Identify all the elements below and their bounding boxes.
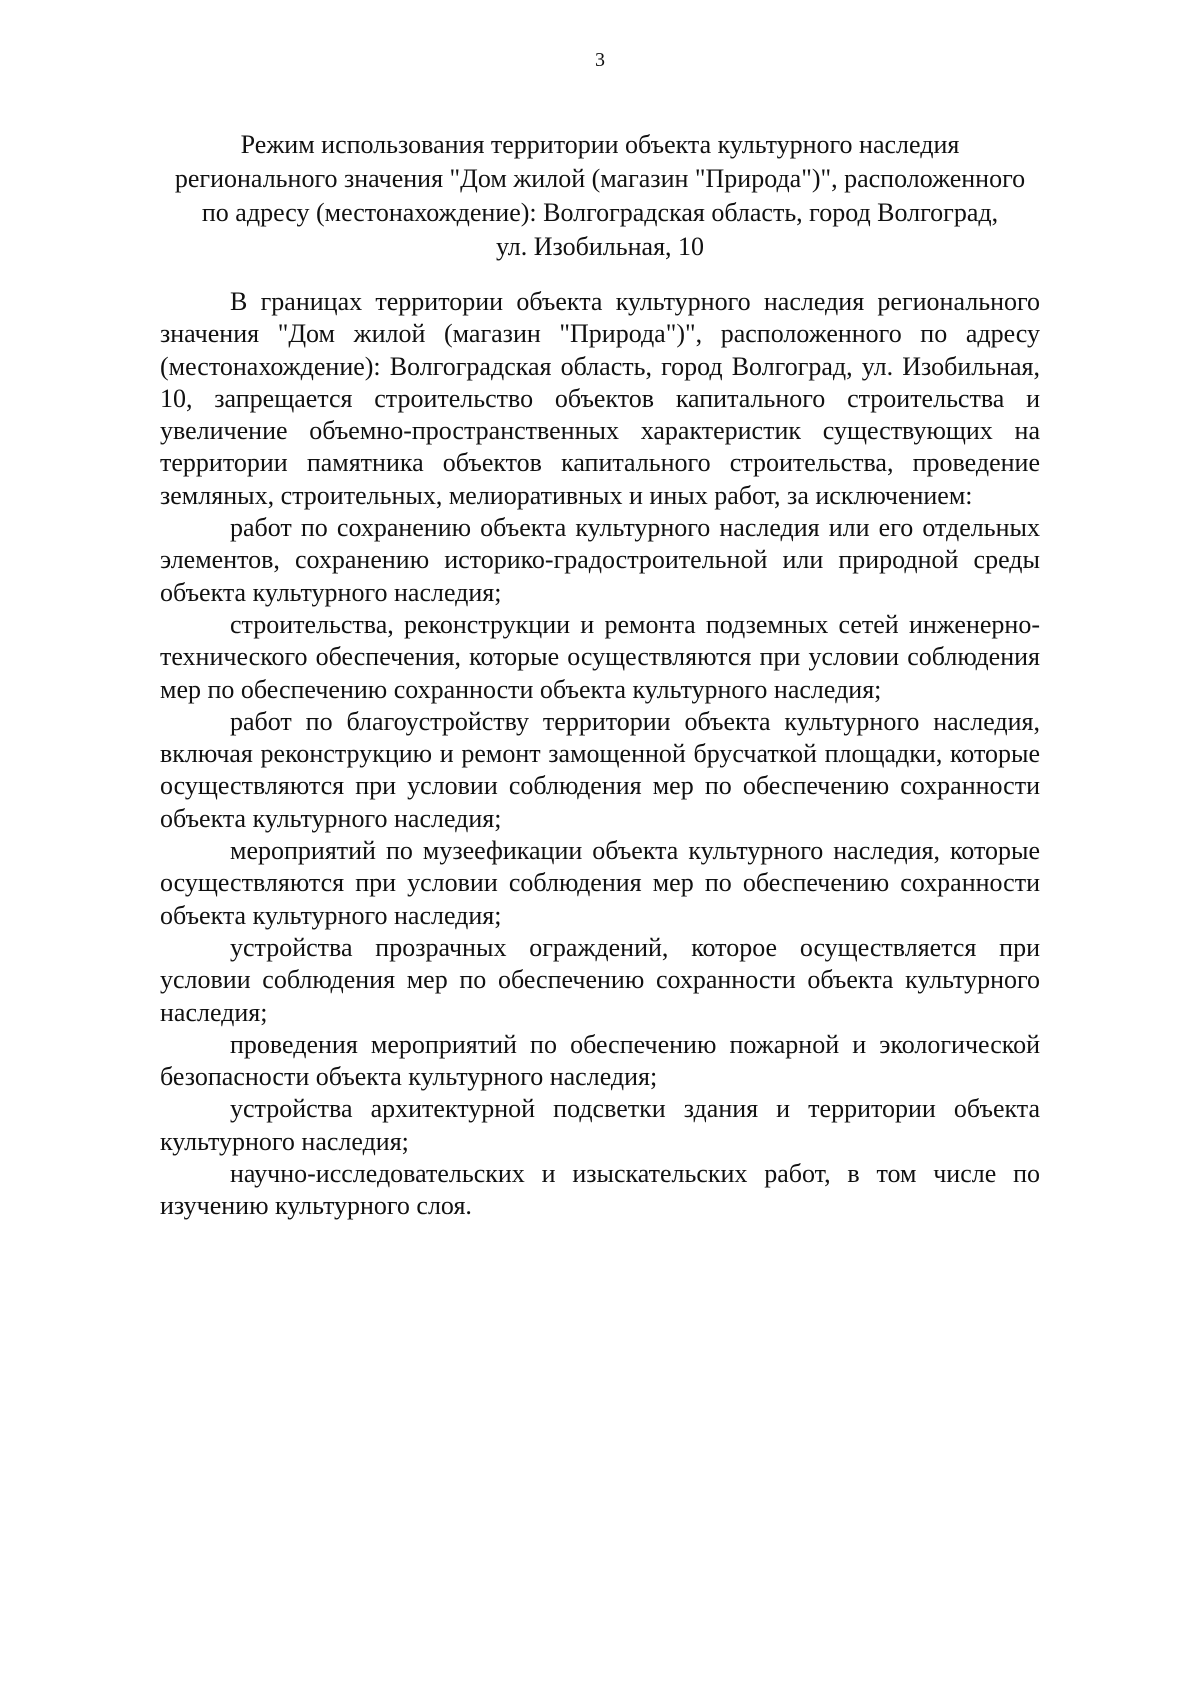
exception-item: работ по сохранению объекта культурного наследия или его отдельных элементов, сохранению историко-градостроительной или природной среды объекта культурного наследия; [160, 513, 1040, 607]
exception-item: мероприятий по музеефикации объекта культурного наследия, которые осуществляются при условии соблюдения мер по обеспечению сохранности объекта культурного наследия; [160, 836, 1040, 930]
title-line: по адресу (местонахождение): Волгоградская область, город Волгоград, [201, 198, 999, 227]
exception-item: строительства, реконструкции и ремонта подземных сетей инженерно-технического обеспечения, которые осуществляются при условии соблюдения мер по обеспечению сохранности объекта культурного наследия; [160, 609, 1040, 704]
page-number: 3 [595, 49, 605, 71]
intro-paragraph: В границах территории объекта культурного наследия регионального значения "Дом жилой (магазин "Природа")", расположенного по адресу (местонахождение): Волгоградская область, город Волгоград, ул. Изобильная, 10, запрещается строительство объектов капитального строительства и увеличение объемно-пространственных характеристик существующих на территории памятника объектов капитального строительства, проведение земляных, строительных, мелиоративных и иных работ, за исключением: [160, 287, 1040, 510]
exception-item: научно-исследовательских и изыскательских работ, в том числе по изучению культурного слоя. [160, 1159, 1040, 1221]
exception-item: устройства архитектурной подсветки здания и территории объекта культурного наследия; [160, 1094, 1040, 1156]
exception-item: устройства прозрачных ограждений, которое осуществляется при условии соблюдения мер по обеспечению сохранности объекта культурного наследия; [160, 932, 1040, 1027]
exception-item: работ по благоустройству территории объекта культурного наследия, включая реконструкцию и ремонт замощенной брусчаткой площадки, которые осуществляются при условии соблюдения мер по обеспечению сохранности объекта культурного наследия; [160, 706, 1040, 833]
title-line: ул. Изобильная, 10 [495, 232, 705, 261]
title-line: регионального значения "Дом жилой (магазин "Природа")", расположенного [174, 164, 1026, 193]
document-title [160, 128, 1040, 264]
title-line: Режим использования территории объекта культурного наследия [240, 130, 960, 159]
document-body [160, 286, 1040, 1223]
exception-item: проведения мероприятий по обеспечению пожарной и экологической безопасности объекта культурного наследия; [160, 1029, 1040, 1092]
